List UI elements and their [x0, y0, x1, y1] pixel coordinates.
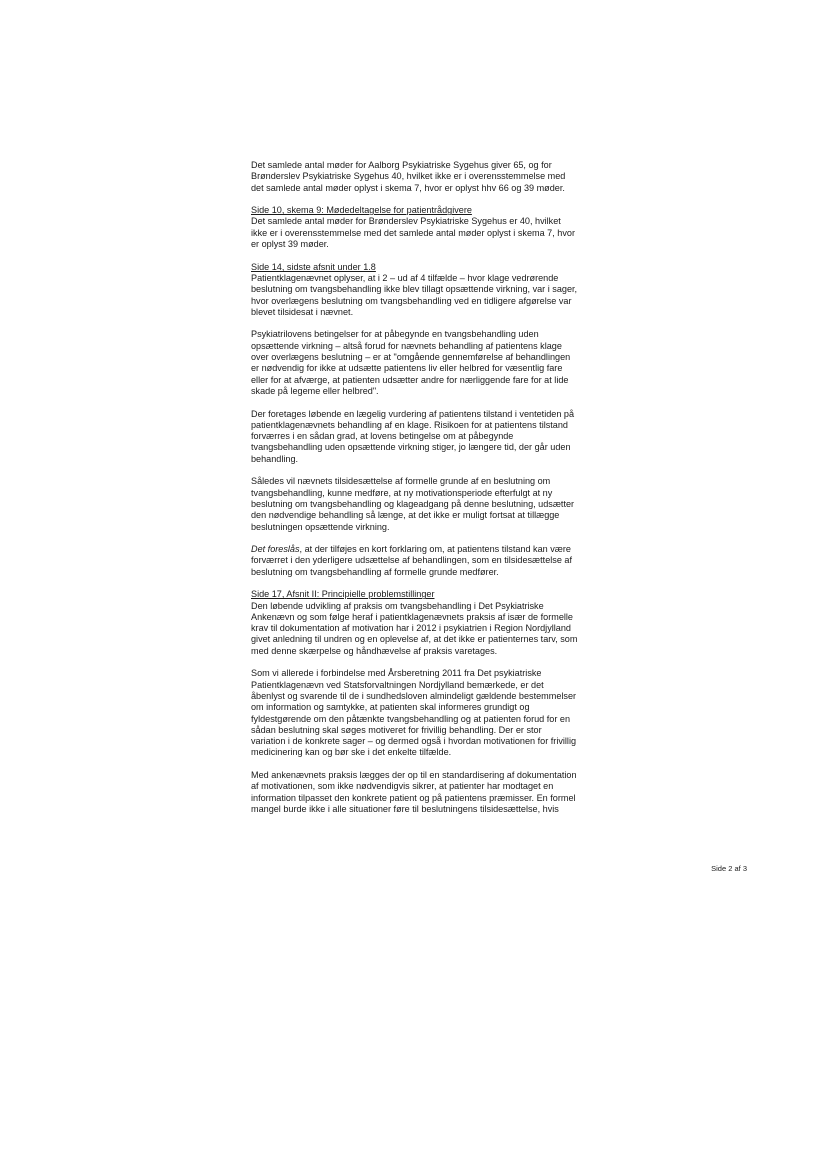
text-line: er oplyst 39 møder. [251, 239, 329, 250]
paragraph-psychiatry-act-conditions [251, 329, 771, 397]
text-line [251, 544, 771, 555]
text-line: krav til dokumentation af motivation har i 2012 i psykiatrien i Region Nordjylland [251, 623, 571, 634]
text-line: information tilpasset den konkrete patient og på patientens præmisser. En formel [251, 792, 576, 803]
text-line: forværret i den yderligere udsættelse af behandlingen, som en tilsidesættelse af [251, 555, 572, 566]
text-line: beslutning om tvangsbehandling og klageadgang på denne beslutning, udsætter [251, 498, 575, 509]
paragraph-medical-assessment [251, 409, 771, 465]
text-line: hvor overlægens beslutning om tvangsbehandling ved en tidligere afgørelse var [251, 295, 572, 306]
text-line: mangel burde ikke i alle situationer føre til beslutningens tilsidesættelse, hvis [251, 803, 559, 814]
text-line: med denne skærpelse og håndhævelse af praksis varetages. [251, 645, 498, 656]
section-side-10 [251, 205, 771, 250]
text-line: Det samlede antal møder for Aalborg Psykiatriske Sygehus giver 65, og for [251, 160, 552, 170]
text-line: den nødvendige behandling så længe, at det ikke er muligt fortsat at tillægge [251, 510, 560, 521]
text-line: af motivationen, som ikke nødvendigvis sikrer, at patienter har modtaget en [251, 781, 554, 792]
text-line: Den løbende udvikling af praksis om tvangsbehandling i Det Psykiatriske [251, 600, 544, 611]
text-line: Som vi allerede i forbindelse med Årsberetning 2011 fra Det psykiatriske [251, 668, 542, 679]
text-line: fyldestgørende om den påtænkte tvangsbehandling og at patienten forud for en [251, 713, 571, 724]
text-line: åbenlyst og svarende til de i sundhedsloven almindeligt gældende bestemmelser [251, 690, 577, 701]
text-line: Patientklagenævn ved Statsforvaltningen Nordjylland bemærkede, er det [251, 679, 544, 690]
text-line: om information og samtykke, at patienten skal informeres grundigt og [251, 702, 530, 713]
text-fragment: , at der tilføjes en kort forklaring om, at patientens tilstand kan være [299, 544, 571, 555]
text-line: Ankenævn og som følge heraf i patientklagenævnets praksis af især de formelle [251, 611, 573, 622]
text-line: medicinering kan og bør ske i det enkelte tilfælde. [251, 747, 452, 758]
text-line: er nødvendig for ikke at udsætte patientens liv eller helbred for væsentlig fare [251, 363, 563, 374]
text-line: Patientklagenævnet oplyser, at i 2 – ud af 4 tilfælde – hvor klage vedrørende [251, 272, 559, 283]
text-line: eller for at afværge, at patienten udsætter andre for nærliggende fare for at lide [251, 374, 569, 385]
text-line: opsættende virkning – altså forud for nævnets behandling af patientens klage [251, 340, 562, 351]
document-body [251, 160, 771, 827]
text-line: variation i de konkrete sager – og dermed også i hvordan motivationen for frivillig [251, 736, 577, 747]
text-line: beslutning om tvangsbehandling ikke blev tillagt opsættende virkning, var i sager, [251, 284, 578, 295]
text-line: over overlægens beslutning – er at "omgående gennemførelse af behandlingen [251, 352, 571, 363]
text-line: tvangsbehandling uden opsættende virkning stiger, jo længere tid, der går uden [251, 442, 571, 453]
text-line: Der foretages løbende en lægelig vurdering af patientens tilstand i ventetiden på [251, 408, 575, 419]
text-line: skade på legeme eller helbred". [251, 385, 379, 396]
paragraph-formal-grounds [251, 476, 771, 532]
section-heading: Side 10, skema 9: Mødedeltagelse for patientrådgivere [251, 205, 472, 216]
paragraph-annual-report-2011 [251, 668, 771, 758]
section-side-14 [251, 262, 771, 318]
text-line: ikke er i overensstemmelse med det samlede antal møder oplyst i skema 7, hvor [251, 227, 575, 238]
text-line: sådan beslutning skal søges motiveret for frivillig behandling. Der er stor [251, 724, 542, 735]
paragraph-standardisation [251, 770, 771, 815]
paragraph-meeting-count-aalborg [251, 160, 771, 194]
text-line: beslutningen opsættende virkning. [251, 521, 390, 532]
text-line: beslutning om tvangsbehandling af formelle grunde medfører. [251, 566, 499, 577]
text-line: det samlede antal møder oplyst i skema 7, hvor er oplyst hhv 66 og 39 møder. [251, 182, 565, 193]
text-line: Det samlede antal møder for Brønderslev Psykiatriske Sygehus er 40, hvilket [251, 216, 561, 227]
text-line: tvangsbehandling, kunne medføre, at ny motivationsperiode efterfulgt at ny [251, 487, 553, 498]
section-heading: Side 14, sidste afsnit under 1.8 [251, 261, 376, 272]
text-line: behandling. [251, 453, 299, 464]
text-line: Med ankenævnets praksis lægges der op til en standardisering af dokumentation [251, 770, 577, 781]
text-line: Psykiatrilovens betingelser for at påbegynde en tvangsbehandling uden [251, 329, 539, 340]
page-number: Side 2 af 3 [711, 864, 747, 873]
section-side-17 [251, 589, 771, 657]
italic-lead: Det foreslås [251, 544, 300, 555]
text-line: patientklagenævnets behandling af en klage. Risikoen for at patientens tilstand [251, 419, 568, 430]
text-line: blevet tilsidesat i nævnet. [251, 306, 354, 317]
section-heading: Side 17, Afsnit II: Principielle problemstillinger [251, 589, 435, 600]
text-line: givet anledning til undren og en oplevelse af, at det ikke er patienternes tarv, som [251, 634, 578, 645]
text-line: Således vil nævnets tilsidesættelse af formelle grunde af en beslutning om [251, 476, 551, 487]
text-line: Brønderslev Psykiatriske Sygehus 40, hvilket ikke er i overensstemmelse med [251, 171, 566, 182]
paragraph-proposal [251, 544, 771, 578]
text-line: forværres i en sådan grad, at lovens betingelse om at påbegynde [251, 431, 514, 442]
